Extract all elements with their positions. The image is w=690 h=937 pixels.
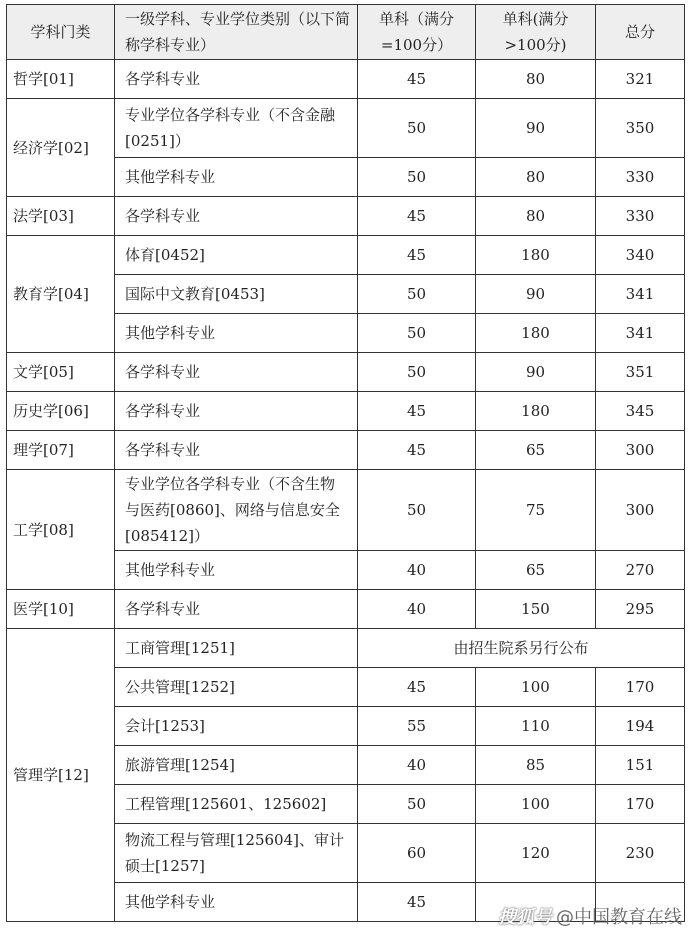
single-100-cell: 45 — [358, 60, 476, 99]
total-cell: 295 — [596, 590, 685, 629]
total-cell: 340 — [596, 236, 685, 275]
single-gt100-cell: 110 — [476, 707, 596, 746]
major-cell: 各学科专业 — [115, 590, 358, 629]
category-cell: 文学[05] — [7, 353, 115, 392]
single-100-cell: 45 — [358, 668, 476, 707]
category-cell: 历史学[06] — [7, 392, 115, 431]
single-100-cell: 50 — [358, 785, 476, 824]
major-cell: 物流工程与管理[125604]、审计硕士[1257] — [115, 824, 358, 883]
header-single-100: 单科（满分=100分） — [358, 5, 476, 60]
major-cell: 各学科专业 — [115, 60, 358, 99]
score-table — [6, 4, 685, 922]
single-100-cell: 50 — [358, 470, 476, 551]
total-cell: 151 — [596, 746, 685, 785]
single-gt100-cell: 150 — [476, 590, 596, 629]
table-row — [7, 392, 685, 431]
sohu-watermark — [498, 903, 682, 929]
major-cell: 会计[1253] — [115, 707, 358, 746]
major-cell: 体育[0452] — [115, 236, 358, 275]
watermark-text: @中国教育在线 — [556, 907, 682, 928]
major-cell: 各学科专业 — [115, 392, 358, 431]
header-category: 学科门类 — [7, 5, 115, 60]
single-100-cell: 45 — [358, 883, 476, 922]
major-cell: 专业学位各学科专业（不含生物与医药[0860]、网络与信息安全[085412]） — [115, 470, 358, 551]
single-gt100-cell: 65 — [476, 551, 596, 590]
total-cell: 170 — [596, 668, 685, 707]
single-gt100-cell: 100 — [476, 668, 596, 707]
total-cell: 330 — [596, 197, 685, 236]
category-cell: 哲学[01] — [7, 60, 115, 99]
total-cell: 170 — [596, 785, 685, 824]
single-gt100-cell: 85 — [476, 746, 596, 785]
single-100-cell: 55 — [358, 707, 476, 746]
single-gt100-cell: 100 — [476, 785, 596, 824]
total-cell: 351 — [596, 353, 685, 392]
single-100-cell: 45 — [358, 197, 476, 236]
single-100-cell: 40 — [358, 746, 476, 785]
major-cell: 各学科专业 — [115, 431, 358, 470]
header-total: 总分 — [596, 5, 685, 60]
table-row — [7, 629, 685, 668]
major-cell: 工商管理[1251] — [115, 629, 358, 668]
total-cell: 300 — [596, 470, 685, 551]
single-100-cell: 60 — [358, 824, 476, 883]
total-cell: 230 — [596, 824, 685, 883]
total-cell: 345 — [596, 392, 685, 431]
table-row — [7, 353, 685, 392]
total-cell: 194 — [596, 707, 685, 746]
category-cell: 医学[10] — [7, 590, 115, 629]
single-gt100-cell: 180 — [476, 314, 596, 353]
sohu-logo: 搜狐号 — [498, 907, 552, 928]
single-gt100-cell: 90 — [476, 275, 596, 314]
single-gt100-cell: 80 — [476, 197, 596, 236]
single-100-cell: 50 — [358, 353, 476, 392]
table-header-row — [7, 5, 685, 60]
table-row — [7, 99, 685, 158]
major-cell: 专业学位各学科专业（不含金融[0251]） — [115, 99, 358, 158]
major-cell: 公共管理[1252] — [115, 668, 358, 707]
single-gt100-cell: 80 — [476, 158, 596, 197]
major-cell: 其他学科专业 — [115, 158, 358, 197]
total-cell: 341 — [596, 275, 685, 314]
category-cell: 管理学[12] — [7, 629, 115, 922]
category-cell: 工学[08] — [7, 470, 115, 590]
table-row — [7, 431, 685, 470]
table-row — [7, 60, 685, 99]
single-100-cell: 40 — [358, 590, 476, 629]
category-cell: 法学[03] — [7, 197, 115, 236]
category-cell: 经济学[02] — [7, 99, 115, 197]
single-gt100-cell: 180 — [476, 392, 596, 431]
total-cell: 341 — [596, 314, 685, 353]
single-100-cell: 50 — [358, 99, 476, 158]
single-100-cell: 50 — [358, 314, 476, 353]
major-cell: 工程管理[125601、125602] — [115, 785, 358, 824]
single-gt100-cell: 90 — [476, 353, 596, 392]
category-cell: 理学[07] — [7, 431, 115, 470]
major-cell: 其他学科专业 — [115, 314, 358, 353]
major-cell: 旅游管理[1254] — [115, 746, 358, 785]
table-row — [7, 470, 685, 551]
single-100-cell: 45 — [358, 431, 476, 470]
total-cell: 300 — [596, 431, 685, 470]
header-single-gt100: 单科(满分>100分) — [476, 5, 596, 60]
single-100-cell: 50 — [358, 275, 476, 314]
major-cell: 其他学科专业 — [115, 551, 358, 590]
single-gt100-cell: 75 — [476, 470, 596, 551]
single-gt100-cell: 180 — [476, 236, 596, 275]
single-100-cell: 45 — [358, 392, 476, 431]
single-gt100-cell: 80 — [476, 60, 596, 99]
single-100-cell: 40 — [358, 551, 476, 590]
total-cell: 330 — [596, 158, 685, 197]
score-table-wrapper — [6, 4, 684, 922]
header-major: 一级学科、专业学位类别（以下简称学科专业） — [115, 5, 358, 60]
table-row — [7, 197, 685, 236]
single-100-cell: 45 — [358, 236, 476, 275]
major-cell: 其他学科专业 — [115, 883, 358, 922]
total-cell: 321 — [596, 60, 685, 99]
total-cell: 350 — [596, 99, 685, 158]
category-cell: 教育学[04] — [7, 236, 115, 353]
major-cell: 各学科专业 — [115, 353, 358, 392]
single-gt100-cell: 65 — [476, 431, 596, 470]
major-cell: 国际中文教育[0453] — [115, 275, 358, 314]
total-cell: 270 — [596, 551, 685, 590]
table-row — [7, 236, 685, 275]
table-row — [7, 590, 685, 629]
single-100-cell: 50 — [358, 158, 476, 197]
publish-note-cell: 由招生院系另行公布 — [358, 629, 685, 668]
major-cell: 各学科专业 — [115, 197, 358, 236]
single-gt100-cell: 120 — [476, 824, 596, 883]
single-gt100-cell: 90 — [476, 99, 596, 158]
